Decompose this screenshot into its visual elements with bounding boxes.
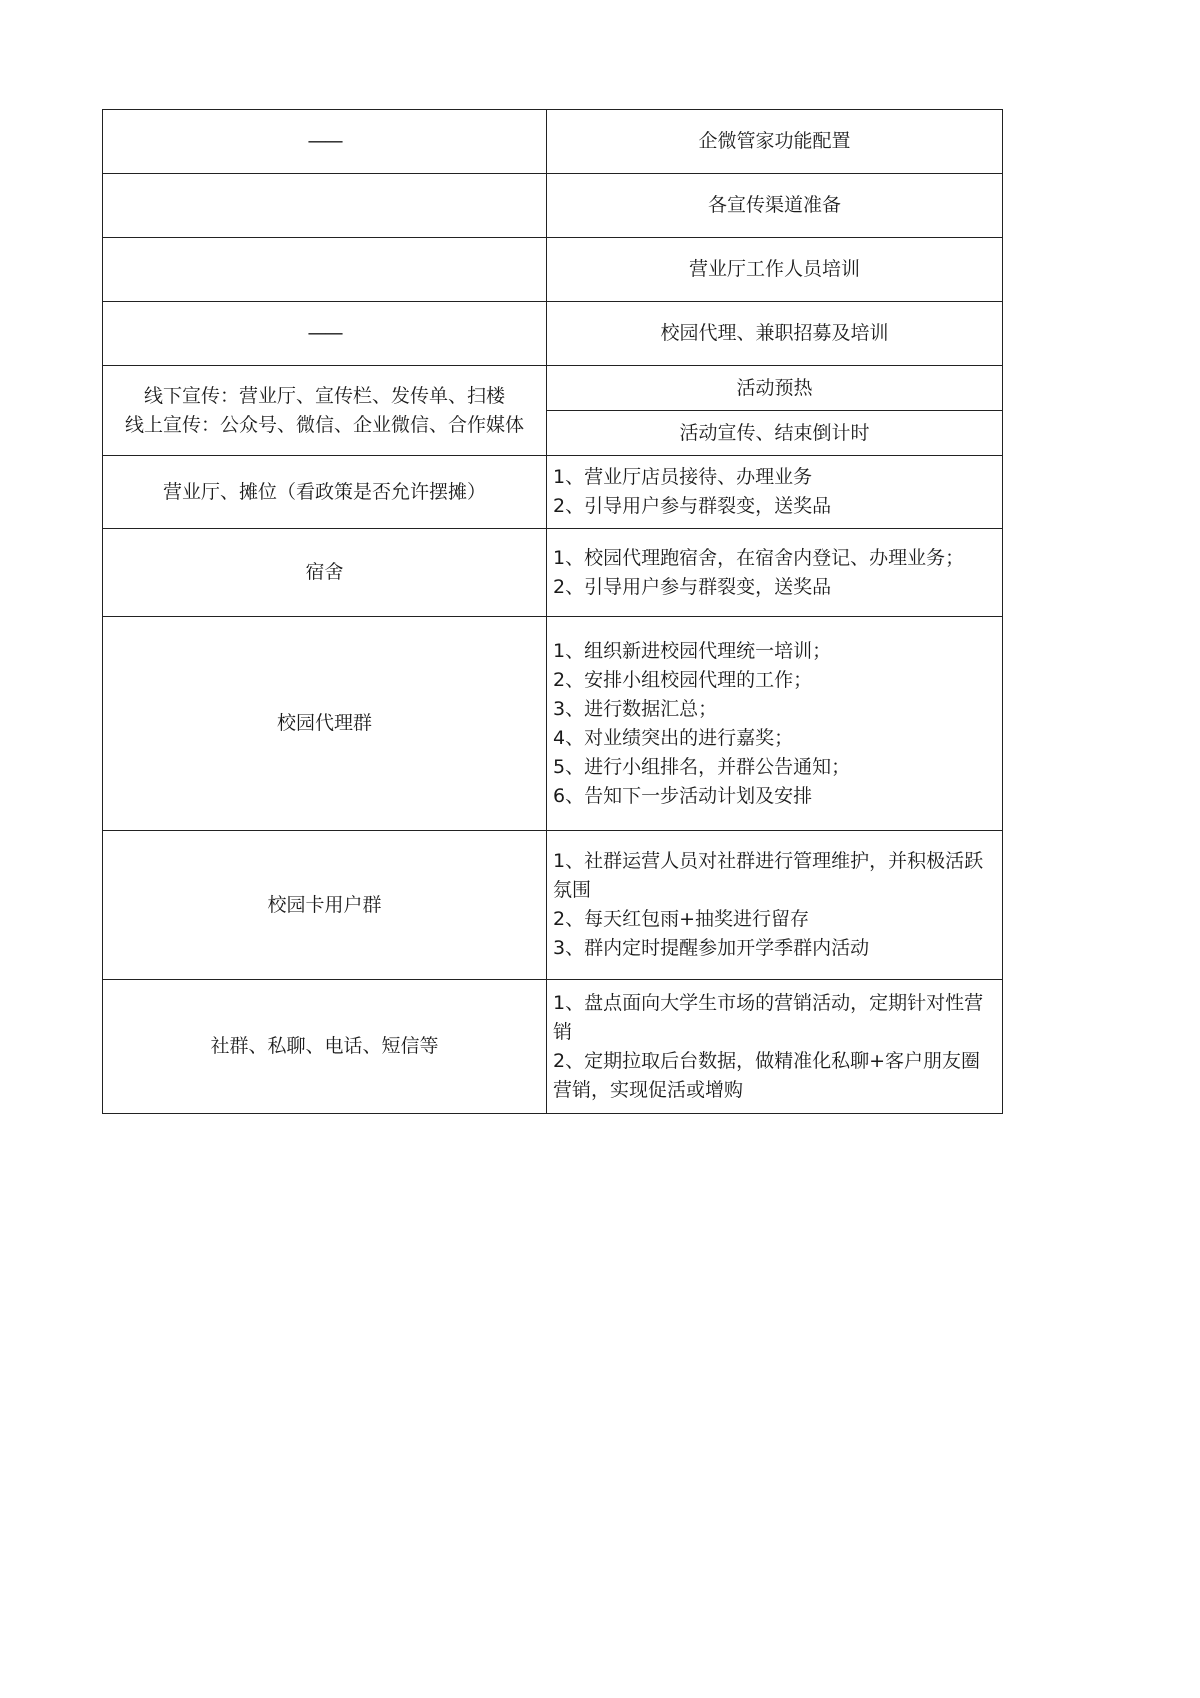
task-line: 4、对业绩突出的进行嘉奖；: [553, 726, 794, 749]
task-line: 2、每天红包雨+抽奖进行留存: [553, 908, 810, 930]
channel-cell: [103, 366, 547, 456]
task-line: 1、营业厅店员接待、办理业务: [553, 466, 813, 488]
plan-table: [102, 109, 1003, 1114]
dash-placeholder: ——: [307, 322, 342, 344]
task-line: 3、群内定时提醒参加开学季群内活动: [553, 937, 870, 959]
channel-cell: 营业厅、摊位（看政策是否允许摆摊）: [103, 456, 547, 529]
task-cell: [547, 456, 1003, 529]
task-line: 2、安排小组校园代理的工作；: [553, 668, 813, 691]
task-line: 1、盘点面向大学生市场的营销活动，定期针对性营销: [553, 991, 984, 1043]
channel-cell: [103, 302, 547, 366]
channel-cell: 校园卡用户群: [103, 831, 547, 980]
task-cell: [547, 617, 1003, 831]
channel-cell: 校园代理群: [103, 617, 547, 831]
task-cell: 企微管家功能配置: [547, 110, 1003, 174]
task-cell: 各宣传渠道准备: [547, 174, 1003, 238]
channel-cell: [103, 110, 547, 174]
table-row: [103, 529, 1003, 617]
table-row: [103, 238, 1003, 302]
task-line: 2、引导用户参与群裂变，送奖品: [553, 575, 832, 598]
offline-promo-line: 线下宣传：营业厅、宣传栏、发传单、扫楼: [143, 384, 505, 407]
table-row: [103, 110, 1003, 174]
task-line: 1、校园代理跑宿舍，在宿舍内登记、办理业务；: [553, 546, 965, 569]
task-cell: 营业厅工作人员培训: [547, 238, 1003, 302]
channel-cell: 社群、私聊、电话、短信等: [103, 980, 547, 1114]
table-row: [103, 302, 1003, 366]
task-cell: 校园代理、兼职招募及培训: [547, 302, 1003, 366]
task-line: 1、社群运营人员对社群进行管理维护，并积极活跃氛围: [553, 850, 984, 901]
table-row: [103, 174, 1003, 238]
task-line: 5、进行小组排名，并群公告通知；: [553, 755, 851, 778]
task-line: 2、引导用户参与群裂变，送奖品: [553, 495, 832, 517]
channel-cell: [103, 238, 547, 302]
task-cell: [547, 831, 1003, 980]
task-line: 3、进行数据汇总；: [553, 697, 718, 720]
task-cell: [547, 980, 1003, 1114]
task-cell: 活动预热: [547, 366, 1003, 411]
task-line: 6、告知下一步活动计划及安排: [553, 784, 813, 807]
table-row: [103, 831, 1003, 980]
table-row: [103, 980, 1003, 1114]
channel-cell: [103, 174, 547, 238]
table-row: [103, 617, 1003, 831]
table-row: [103, 366, 1003, 411]
task-cell: [547, 529, 1003, 617]
task-line: 1、组织新进校园代理统一培训；: [553, 639, 832, 662]
task-line: 2、定期拉取后台数据，做精准化私聊+客户朋友圈营销，实现促活或增购: [553, 1049, 981, 1101]
table-row: [103, 456, 1003, 529]
task-cell: 活动宣传、结束倒计时: [547, 411, 1003, 456]
channel-cell: 宿舍: [103, 529, 547, 617]
dash-placeholder: ——: [307, 130, 342, 152]
online-promo-line: 线上宣传：公众号、微信、企业微信、合作媒体: [124, 413, 524, 436]
